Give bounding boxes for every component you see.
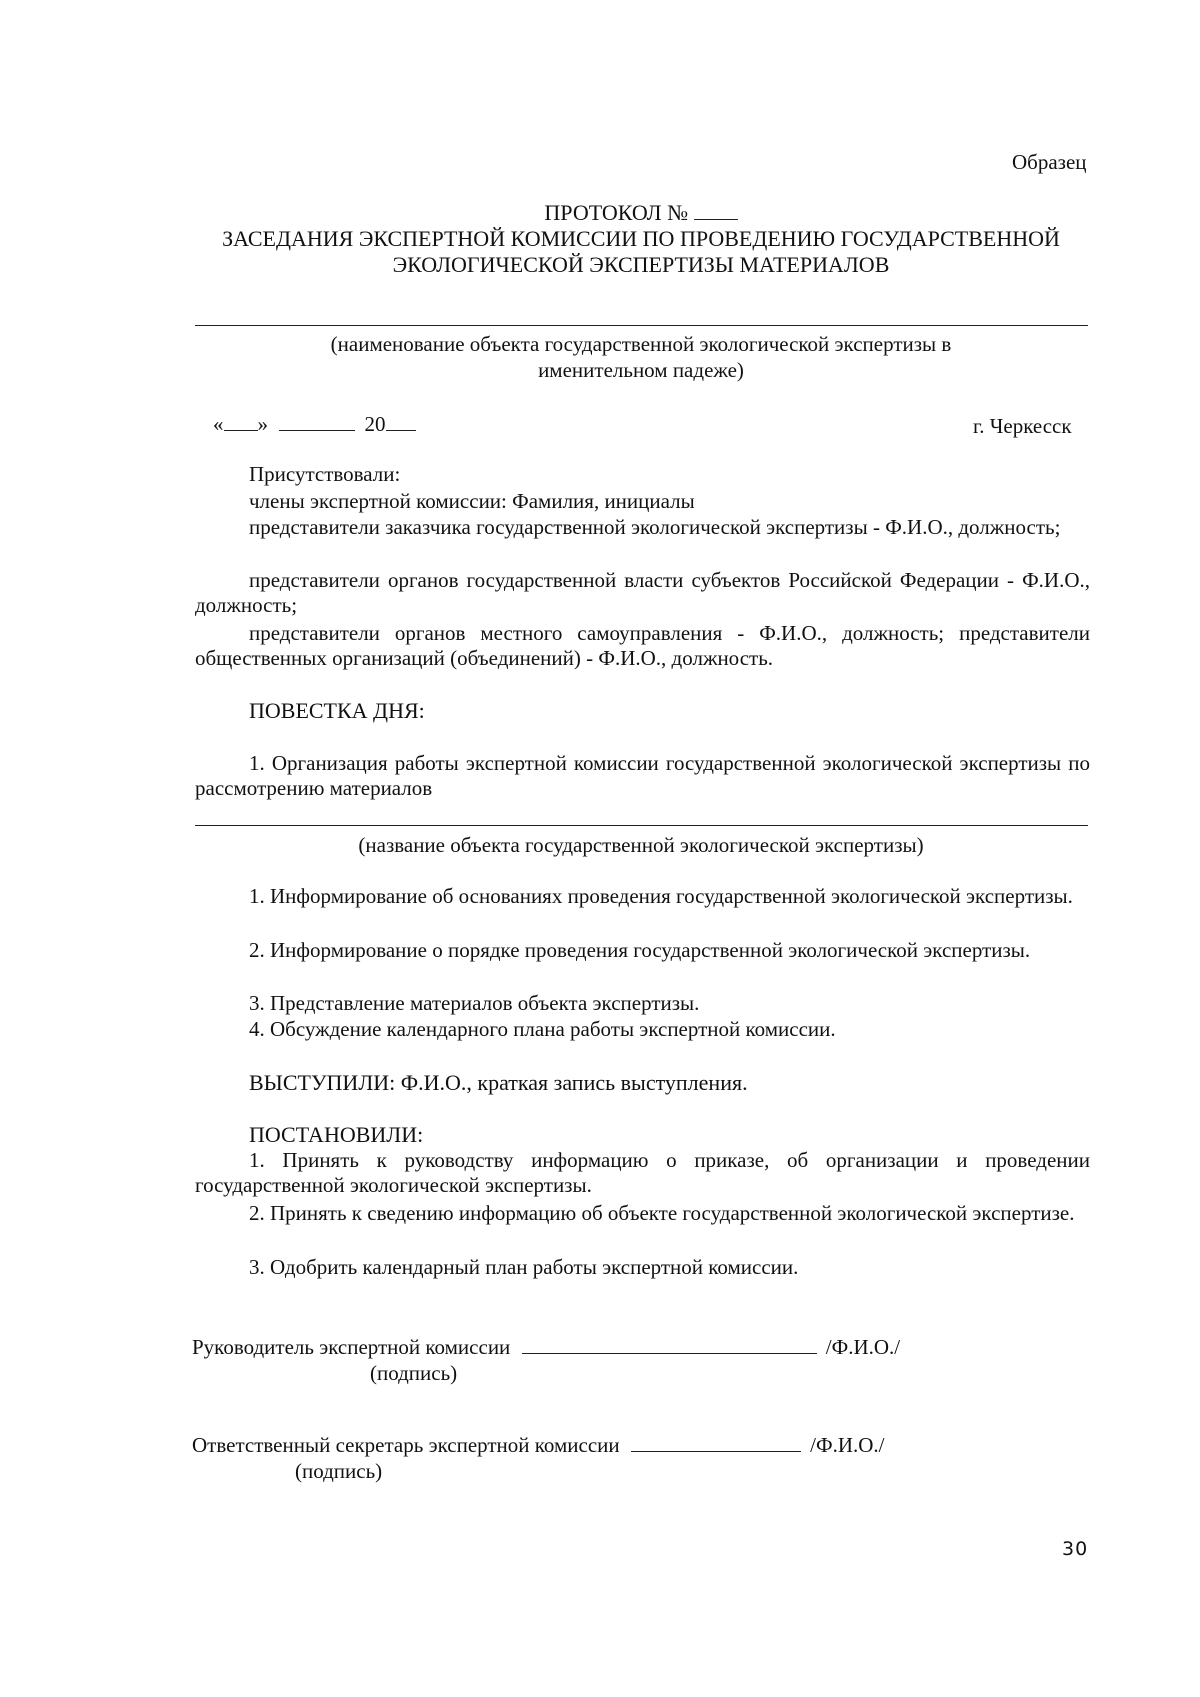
protocol-number-blank — [694, 201, 738, 220]
year-blank — [386, 412, 416, 431]
secretary-signature-caption: (подпись) — [295, 1459, 383, 1483]
date-line — [213, 412, 416, 436]
object-caption-2: именительном падеже) — [538, 358, 744, 382]
protocol-title — [195, 200, 1087, 226]
attendees-local: представители органов местного самоуправления - Ф.И.О., должность; представители общественных организаций (объединений) - Ф.И.О., должность. — [195, 621, 1090, 670]
secretary-name: /Ф.И.О./ — [810, 1433, 885, 1457]
title-line-3: ЭКОЛОГИЧЕСКОЙ ЭКСПЕРТИЗЫ МАТЕРИАЛОВ — [392, 252, 890, 277]
resolved-heading: ПОСТАНОВИЛИ: — [249, 1122, 424, 1147]
day-blank — [224, 412, 258, 431]
agenda-subitem-2: 2. Информирование о порядке проведения государственной экологической экспертизы. — [249, 938, 1031, 962]
agenda-heading: ПОВЕСТКА ДНЯ: — [249, 698, 425, 723]
resolved-item-1: 1. Принять к руководству информацию о приказе, об организации и проведении государственной экологической экспертизы. — [195, 1148, 1090, 1197]
attendees-heading: Присутствовали: — [249, 462, 401, 486]
head-label: Руководитель экспертной комиссии — [192, 1335, 511, 1359]
page-number: 30 — [1062, 1538, 1089, 1560]
head-signature-caption: (подпись) — [370, 1361, 458, 1385]
resolved-item-3: 3. Одобрить календарный план работы экспертной комиссии. — [249, 1255, 799, 1279]
agenda-subitem-4: 4. Обсуждение календарного плана работы экспертной комиссии. — [249, 1017, 836, 1041]
agenda-object-caption: (название объекта государственной экологической экспертизы) — [358, 833, 924, 857]
object-caption-1: (наименование объекта государственной экологической экспертизы в — [330, 332, 952, 356]
attendees-customers: представители заказчика государственной экологической экспертизы - Ф.И.О., должность; — [249, 515, 1061, 539]
year-prefix: 20 — [364, 412, 386, 436]
city: г. Черкесск — [973, 414, 1072, 438]
agenda-item-1: 1. Организация работы экспертной комиссии государственной экологической экспертизы по рассмотрению материалов — [195, 751, 1090, 800]
date-open-quote: « — [213, 412, 224, 436]
agenda-object-line — [195, 825, 1088, 826]
secretary-signature-line — [631, 1433, 801, 1452]
month-blank — [279, 412, 355, 431]
protocol-label: ПРОТОКОЛ № — [544, 200, 689, 225]
head-signature-row — [192, 1335, 900, 1359]
resolved-item-2: 2. Принять к сведению информацию об объекте государственной экологической экспертизе. — [249, 1201, 1075, 1225]
head-signature-line — [522, 1335, 817, 1354]
object-name-line — [195, 325, 1088, 326]
agenda-subitem-3: 3. Представление материалов объекта экспертизы. — [249, 991, 700, 1015]
date-close-quote: » — [257, 412, 268, 436]
agenda-subitem-1: 1. Информирование об основаниях проведения государственной экологической экспертизы. — [249, 884, 1073, 908]
sample-label: Образец — [1012, 150, 1087, 174]
head-name: /Ф.И.О./ — [825, 1335, 901, 1359]
speakers: ВЫСТУПИЛИ: Ф.И.О., краткая запись выступления. — [249, 1070, 748, 1095]
title-line-2: ЗАСЕДАНИЯ ЭКСПЕРТНОЙ КОМИССИИ ПО ПРОВЕДЕНИЮ ГОСУДАРСТВЕННОЙ — [222, 226, 1060, 251]
attendees-members: члены экспертной комиссии: Фамилия, инициалы — [249, 489, 695, 513]
secretary-label: Ответственный секретарь экспертной комиссии — [192, 1433, 620, 1457]
attendees-authorities: представители органов государственной власти субъектов Российской Федерации - Ф.И.О., должность; — [195, 568, 1090, 617]
secretary-signature-row — [192, 1433, 885, 1457]
